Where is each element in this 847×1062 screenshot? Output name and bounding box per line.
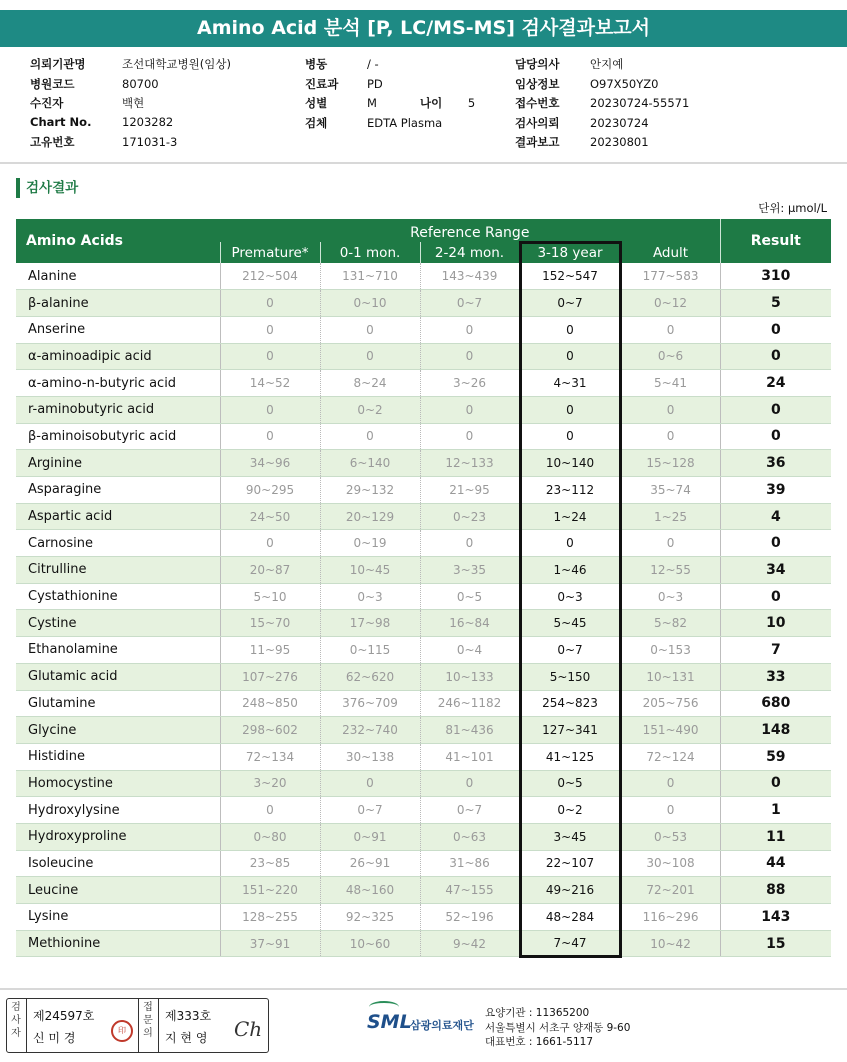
amino-acid-name: α-aminoadipic acid — [16, 343, 220, 370]
table-row — [16, 423, 831, 450]
info-value: PD — [367, 76, 383, 91]
table-row — [16, 290, 831, 317]
reference-value-highlighted: 0~3 — [520, 583, 620, 610]
info-value: 20230801 — [590, 135, 649, 149]
info-label: 성별 — [305, 96, 328, 110]
amino-acid-name: Glycine — [16, 717, 220, 744]
info-row — [515, 115, 689, 135]
reference-value-highlighted: 1~24 — [520, 503, 620, 530]
amino-acid-name: Ethanolamine — [16, 637, 220, 664]
reference-value: 21~95 — [420, 477, 520, 504]
info-value: EDTA Plasma — [367, 115, 443, 130]
reference-value: 30~108 — [620, 850, 720, 877]
result-value: 33 — [720, 663, 831, 690]
reference-value: 34~96 — [220, 450, 320, 477]
reference-value: 0~3 — [620, 583, 720, 610]
table-row — [16, 797, 831, 824]
reference-value: 10~133 — [420, 663, 520, 690]
reference-value: 298~602 — [220, 717, 320, 744]
result-value: 59 — [720, 743, 831, 770]
age-field — [420, 95, 475, 111]
reference-value: 10~45 — [320, 557, 420, 584]
info-row — [30, 115, 231, 135]
reference-value: 0 — [620, 396, 720, 423]
reference-value: 0 — [220, 396, 320, 423]
reference-value: 232~740 — [320, 717, 420, 744]
table-row — [16, 316, 831, 343]
info-row — [515, 56, 689, 76]
table-row — [16, 930, 831, 957]
reference-value: 376~709 — [320, 690, 420, 717]
amino-acid-name: Methionine — [16, 930, 220, 957]
reference-value: 6~140 — [320, 450, 420, 477]
table-row — [16, 904, 831, 931]
reference-value-highlighted: 0~7 — [520, 637, 620, 664]
table-row — [16, 610, 831, 637]
table-row — [16, 877, 831, 904]
reference-value: 12~55 — [620, 557, 720, 584]
reference-value: 0~115 — [320, 637, 420, 664]
amino-acid-name: Arginine — [16, 450, 220, 477]
reference-value: 205~756 — [620, 690, 720, 717]
table-row — [16, 823, 831, 850]
reference-value-highlighted: 0~5 — [520, 770, 620, 797]
table-row — [16, 717, 831, 744]
reference-value: 0 — [220, 316, 320, 343]
reference-value: 30~138 — [320, 743, 420, 770]
reference-value: 0 — [620, 316, 720, 343]
age-value: 5 — [467, 96, 476, 110]
table-row — [16, 503, 831, 530]
reference-value-highlighted: 23~112 — [520, 477, 620, 504]
info-row — [305, 76, 442, 96]
reference-value: 5~10 — [220, 583, 320, 610]
reference-value-highlighted: 0 — [520, 530, 620, 557]
info-value: 안지예 — [590, 57, 624, 71]
col-header-ref: 2-24 mon. — [420, 242, 520, 263]
vertical-label-char: 검 — [11, 1002, 21, 1013]
info-value: O97X50YZ0 — [590, 76, 659, 91]
info-label: 담당의사 — [515, 57, 560, 71]
info-value: 백현 — [122, 96, 145, 110]
reference-value: 11~95 — [220, 637, 320, 664]
table-row — [16, 663, 831, 690]
table-row — [16, 690, 831, 717]
table-row — [16, 370, 831, 397]
contact-info — [485, 1006, 630, 1050]
amino-acid-name: Aspartic acid — [16, 503, 220, 530]
reference-value: 0 — [320, 423, 420, 450]
report-title: Amino Acid 분석 [P, LC/MS-MS] 검사결과보고서 — [0, 10, 847, 47]
reference-value: 0 — [420, 530, 520, 557]
table-row — [16, 850, 831, 877]
result-value: 4 — [720, 503, 831, 530]
contact-line: 서울특별시 서초구 양재동 9-60 — [485, 1021, 631, 1034]
amino-acid-name: Asparagine — [16, 477, 220, 504]
amino-acid-name: Hydroxylysine — [16, 797, 220, 824]
reference-value: 23~85 — [220, 850, 320, 877]
result-value: 36 — [720, 450, 831, 477]
reference-value: 41~101 — [420, 743, 520, 770]
col-header-result: Result — [720, 219, 831, 263]
reference-value: 72~201 — [620, 877, 720, 904]
doctor-license: 제333호 — [165, 1009, 212, 1023]
reference-value: 0 — [620, 423, 720, 450]
reference-value: 92~325 — [320, 904, 420, 931]
amino-acid-name: Isoleucine — [16, 850, 220, 877]
amino-acid-name: Homocystine — [16, 770, 220, 797]
reference-value: 116~296 — [620, 904, 720, 931]
reference-value: 16~84 — [420, 610, 520, 637]
info-value: 1203282 — [122, 114, 174, 129]
amino-acid-name: β-aminoisobutyric acid — [16, 423, 220, 450]
divider — [26, 999, 27, 1052]
reference-value: 0 — [220, 290, 320, 317]
reference-value: 10~131 — [620, 663, 720, 690]
table-row — [16, 477, 831, 504]
result-value: 10 — [720, 610, 831, 637]
reference-value: 5~82 — [620, 610, 720, 637]
reference-value-highlighted: 48~284 — [520, 904, 620, 931]
amino-acid-name: β-alanine — [16, 290, 220, 317]
divider — [138, 999, 139, 1052]
col-header-ref: Adult — [620, 242, 720, 263]
result-value: 7 — [720, 637, 831, 664]
reference-value: 0~6 — [620, 343, 720, 370]
reference-value-highlighted: 152~547 — [520, 263, 620, 290]
reference-value: 0 — [320, 316, 420, 343]
reference-value: 10~42 — [620, 930, 720, 957]
result-value: 0 — [720, 396, 831, 423]
reference-value: 0~19 — [320, 530, 420, 557]
reference-value: 0 — [320, 343, 420, 370]
result-value: 0 — [720, 343, 831, 370]
result-value: 310 — [720, 263, 831, 290]
reference-value: 90~295 — [220, 477, 320, 504]
section-title: 검사결과 — [16, 178, 78, 198]
reference-value: 0~3 — [320, 583, 420, 610]
reference-value: 143~439 — [420, 263, 520, 290]
amino-acid-name: Histidine — [16, 743, 220, 770]
amino-acid-name: Cystine — [16, 610, 220, 637]
reference-value: 15~128 — [620, 450, 720, 477]
info-row — [30, 95, 231, 115]
reference-value: 0~7 — [420, 290, 520, 317]
unit-label: 단위: μmol/L — [758, 201, 827, 215]
reference-value: 72~124 — [620, 743, 720, 770]
amino-acid-name: Hydroxyproline — [16, 823, 220, 850]
reference-value: 10~60 — [320, 930, 420, 957]
reference-value: 72~134 — [220, 743, 320, 770]
reference-value-highlighted: 5~150 — [520, 663, 620, 690]
table-row — [16, 770, 831, 797]
reference-value: 246~1182 — [420, 690, 520, 717]
result-value: 11 — [720, 823, 831, 850]
info-label: 의뢰기관명 — [30, 57, 86, 71]
amino-acid-name: Anserine — [16, 316, 220, 343]
vertical-label-char: 자 — [11, 1028, 21, 1039]
reference-value: 177~583 — [620, 263, 720, 290]
result-value: 680 — [720, 690, 831, 717]
reference-value: 0~80 — [220, 823, 320, 850]
result-value: 5 — [720, 290, 831, 317]
reference-value: 3~20 — [220, 770, 320, 797]
contact-line: 요양기관 : 11365200 — [485, 1007, 590, 1019]
divider — [0, 162, 847, 164]
info-row — [305, 115, 442, 135]
amino-acid-name: Alanine — [16, 263, 220, 290]
reference-value: 0 — [220, 343, 320, 370]
col-header-amino-acids: Amino Acids — [16, 219, 220, 263]
reference-value: 52~196 — [420, 904, 520, 931]
reference-value-highlighted: 0~7 — [520, 290, 620, 317]
reference-value: 14~52 — [220, 370, 320, 397]
info-col-1 — [30, 56, 231, 154]
sml-logo — [367, 1003, 474, 1033]
reference-value: 3~26 — [420, 370, 520, 397]
reference-value: 81~436 — [420, 717, 520, 744]
table-row — [16, 743, 831, 770]
reference-value: 0 — [420, 343, 520, 370]
reference-value: 20~87 — [220, 557, 320, 584]
col-header-ref: Premature* — [220, 242, 320, 263]
reference-value: 248~850 — [220, 690, 320, 717]
result-value: 0 — [720, 530, 831, 557]
reference-value: 12~133 — [420, 450, 520, 477]
table-row — [16, 637, 831, 664]
reference-value-highlighted: 7~47 — [520, 930, 620, 957]
reference-value: 0~23 — [420, 503, 520, 530]
reference-value: 24~50 — [220, 503, 320, 530]
info-label: 병동 — [305, 57, 328, 71]
reference-value: 35~74 — [620, 477, 720, 504]
reference-value: 0~7 — [320, 797, 420, 824]
table-row — [16, 343, 831, 370]
vertical-label-char: 문 — [143, 1015, 153, 1026]
reference-value: 151~220 — [220, 877, 320, 904]
info-label: 접수번호 — [515, 96, 560, 110]
table-row — [16, 530, 831, 557]
result-value: 0 — [720, 583, 831, 610]
reference-value: 0~53 — [620, 823, 720, 850]
result-value: 24 — [720, 370, 831, 397]
reference-value: 48~160 — [320, 877, 420, 904]
info-value: 20230724-55571 — [590, 96, 690, 110]
reference-value: 0 — [420, 770, 520, 797]
reference-value: 0 — [620, 797, 720, 824]
footer-divider — [0, 988, 847, 990]
reference-value: 0 — [620, 770, 720, 797]
contact-line: 대표번호 : 1661-5117 — [485, 1036, 594, 1048]
table-row — [16, 450, 831, 477]
reference-value: 0 — [220, 423, 320, 450]
reference-value: 0 — [220, 530, 320, 557]
col-header-reference-range: Reference Range — [220, 219, 720, 242]
info-label: 병원코드 — [30, 76, 75, 91]
result-value: 0 — [720, 770, 831, 797]
info-row — [515, 134, 689, 154]
reference-value: 0 — [320, 770, 420, 797]
reference-value: 0 — [620, 530, 720, 557]
tester-license: 제24597호 — [33, 1009, 95, 1023]
table-row — [16, 583, 831, 610]
amino-acid-name: α-amino-n-butyric acid — [16, 370, 220, 397]
table-row — [16, 263, 831, 290]
info-label: 검체 — [305, 115, 328, 130]
reference-value-highlighted: 0 — [520, 423, 620, 450]
amino-acid-name: Carnosine — [16, 530, 220, 557]
seal-stamp: 印 — [111, 1020, 133, 1042]
reference-value: 5~41 — [620, 370, 720, 397]
reference-value-highlighted: 5~45 — [520, 610, 620, 637]
result-value: 88 — [720, 877, 831, 904]
logo-arc-icon — [369, 1001, 399, 1013]
reference-value-highlighted: 254~823 — [520, 690, 620, 717]
info-label: 결과보고 — [515, 135, 560, 149]
info-row — [30, 134, 231, 154]
reference-value-highlighted: 0 — [520, 396, 620, 423]
reference-value: 29~132 — [320, 477, 420, 504]
vertical-label-char: 사 — [11, 1015, 21, 1026]
amino-acid-name: Glutamic acid — [16, 663, 220, 690]
info-label: 진료과 — [305, 76, 339, 91]
info-row — [515, 95, 689, 115]
age-label: 나이 — [420, 96, 443, 110]
info-col-3 — [515, 56, 689, 154]
reference-value-highlighted: 10~140 — [520, 450, 620, 477]
result-value: 15 — [720, 930, 831, 957]
table-row — [16, 557, 831, 584]
amino-acid-name: Lysine — [16, 904, 220, 931]
table-row — [16, 396, 831, 423]
col-header-ref: 0-1 mon. — [320, 242, 420, 263]
amino-acid-name: r-aminobutyric acid — [16, 396, 220, 423]
info-label: 고유번호 — [30, 135, 75, 149]
info-label: 검사의뢰 — [515, 115, 560, 130]
reference-value: 0~7 — [420, 797, 520, 824]
reference-value-highlighted: 41~125 — [520, 743, 620, 770]
reference-value-highlighted: 127~341 — [520, 717, 620, 744]
info-row — [30, 76, 231, 96]
info-row — [305, 56, 442, 76]
info-label: 임상정보 — [515, 76, 560, 91]
reference-value: 37~91 — [220, 930, 320, 957]
signature-box — [6, 998, 269, 1053]
result-value: 148 — [720, 717, 831, 744]
reference-value-highlighted: 22~107 — [520, 850, 620, 877]
reference-value: 0 — [220, 797, 320, 824]
reference-value: 128~255 — [220, 904, 320, 931]
amino-acid-name: Glutamine — [16, 690, 220, 717]
reference-value-highlighted: 0 — [520, 343, 620, 370]
amino-acid-name: Cystathionine — [16, 583, 220, 610]
reference-value: 0~2 — [320, 396, 420, 423]
reference-value: 151~490 — [620, 717, 720, 744]
reference-value-highlighted: 0~2 — [520, 797, 620, 824]
sign-label-doctor — [141, 1001, 155, 1040]
reference-value: 0~153 — [620, 637, 720, 664]
result-value: 1 — [720, 797, 831, 824]
reference-value: 17~98 — [320, 610, 420, 637]
info-value: 조선대학교병원(임상) — [122, 57, 231, 71]
reference-value: 15~70 — [220, 610, 320, 637]
reference-value: 0~4 — [420, 637, 520, 664]
doctor-name: 지 현 영 — [165, 1031, 208, 1045]
tester-name: 신 미 경 — [33, 1031, 76, 1045]
info-row — [30, 56, 231, 76]
reference-value: 1~25 — [620, 503, 720, 530]
reference-value: 0~63 — [420, 823, 520, 850]
reference-value: 0~10 — [320, 290, 420, 317]
reference-value: 20~129 — [320, 503, 420, 530]
reference-value-highlighted: 4~31 — [520, 370, 620, 397]
info-label: Chart No. — [30, 114, 92, 129]
reference-value: 107~276 — [220, 663, 320, 690]
handwritten-signature: Ch — [234, 1017, 263, 1041]
reference-value: 26~91 — [320, 850, 420, 877]
reference-value: 62~620 — [320, 663, 420, 690]
result-value: 44 — [720, 850, 831, 877]
reference-value: 131~710 — [320, 263, 420, 290]
patient-info — [0, 56, 847, 152]
amino-acid-name: Citrulline — [16, 557, 220, 584]
reference-value: 0~91 — [320, 823, 420, 850]
result-value: 143 — [720, 904, 831, 931]
reference-value: 9~42 — [420, 930, 520, 957]
result-value: 0 — [720, 423, 831, 450]
info-value: 171031-3 — [122, 135, 178, 149]
vertical-label-char: 의 — [143, 1028, 153, 1039]
info-label: 수진자 — [30, 96, 64, 110]
reference-value: 0 — [420, 423, 520, 450]
divider — [158, 999, 159, 1052]
info-value: / - — [367, 57, 379, 71]
reference-value-highlighted: 0 — [520, 316, 620, 343]
result-value: 39 — [720, 477, 831, 504]
reference-value: 0~5 — [420, 583, 520, 610]
reference-value: 8~24 — [320, 370, 420, 397]
reference-value-highlighted: 3~45 — [520, 823, 620, 850]
sign-label-tester — [9, 1001, 23, 1040]
amino-acid-name: Leucine — [16, 877, 220, 904]
reference-value-highlighted: 49~216 — [520, 877, 620, 904]
reference-value: 31~86 — [420, 850, 520, 877]
reference-value: 3~35 — [420, 557, 520, 584]
logo-letters: SML — [367, 1011, 412, 1033]
info-value: 20230724 — [590, 115, 649, 130]
results-table — [16, 219, 831, 958]
result-value: 34 — [720, 557, 831, 584]
reference-value: 0 — [420, 316, 520, 343]
reference-value: 47~155 — [420, 877, 520, 904]
col-header-ref-highlighted: 3-18 year — [520, 242, 620, 263]
logo-name: 삼광의료재단 — [410, 1019, 474, 1032]
result-value: 0 — [720, 316, 831, 343]
info-value: M — [367, 96, 377, 110]
info-value: 80700 — [122, 76, 159, 91]
reference-value: 212~504 — [220, 263, 320, 290]
vertical-label-char: 접 — [143, 1002, 153, 1013]
reference-value-highlighted: 1~46 — [520, 557, 620, 584]
reference-value: 0~12 — [620, 290, 720, 317]
reference-value: 0 — [420, 396, 520, 423]
info-row — [515, 76, 689, 96]
